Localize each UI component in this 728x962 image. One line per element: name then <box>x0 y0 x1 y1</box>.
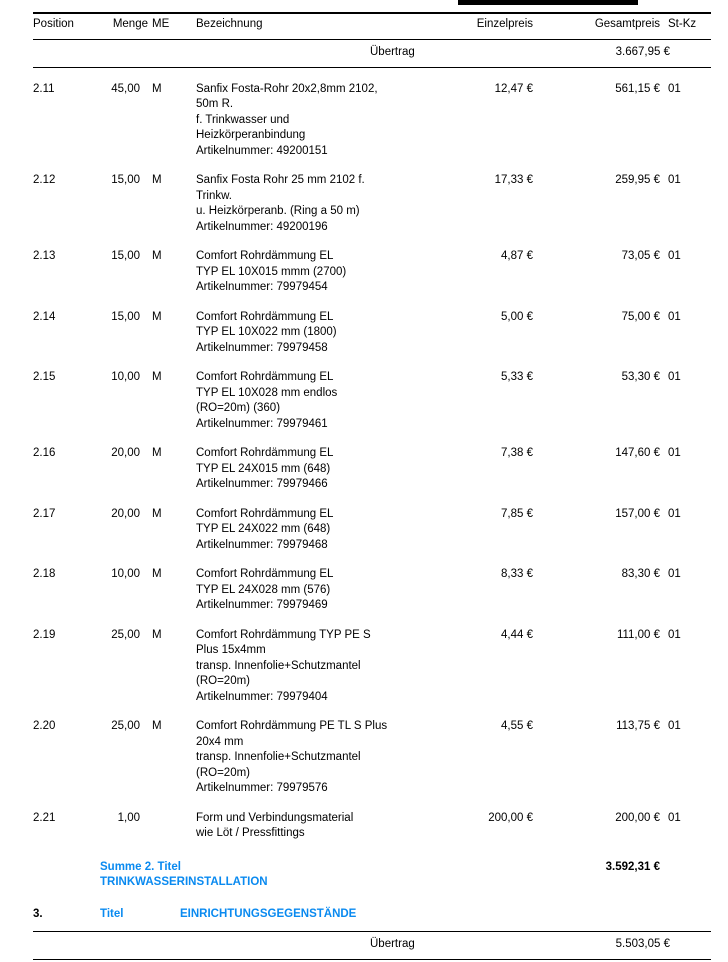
description-line: Comfort Rohrdämmung EL <box>196 310 334 323</box>
item-unit: M <box>152 568 162 580</box>
description-line: TYP EL 10X022 mm (1800) <box>196 326 337 338</box>
item-quantity: 20,00 <box>111 447 140 459</box>
description-line: Artikelnummer: 79979404 <box>196 690 328 703</box>
description-line: Sanfix Fosta-Rohr 20x2,8mm 2102, <box>196 82 378 95</box>
item-unit-price: 12,47 € <box>494 82 533 95</box>
item-tax-code: 01 <box>668 507 681 520</box>
item-description <box>196 82 428 160</box>
item-unit: M <box>152 250 162 262</box>
description-line: Sanfix Fosta Rohr 25 mm 2102 f. <box>196 174 365 186</box>
item-unit: M <box>152 628 162 641</box>
description-line: TYP EL 24X015 mm (648) <box>196 462 331 475</box>
item-quantity: 25,00 <box>111 628 140 641</box>
carryover-amount: 3.667,95 € <box>615 46 670 58</box>
item-tax-code: 01 <box>668 82 681 95</box>
item-total-price: 75,00 € <box>621 310 660 323</box>
item-unit: M <box>152 371 162 383</box>
item-position: 2.13 <box>33 250 56 262</box>
item-quantity: 15,00 <box>111 250 140 262</box>
item-unit-price: 200,00 € <box>488 811 533 824</box>
table-header-row <box>33 12 711 40</box>
item-total-price: 73,05 € <box>621 250 660 262</box>
next-title-number: 3. <box>33 907 43 920</box>
description-line: (RO=20m) <box>196 675 250 687</box>
column-header-menge: Menge <box>112 18 148 30</box>
table-row <box>33 628 711 706</box>
carryover-label: Übertrag <box>370 46 415 58</box>
item-tax-code: 01 <box>668 310 681 323</box>
item-description <box>196 507 428 554</box>
description-line: Heizkörperanbindung <box>196 129 306 141</box>
table-row <box>33 173 711 235</box>
carryover-amount: 5.503,05 € <box>615 938 670 950</box>
description-line: Artikelnummer: 79979466 <box>196 478 328 490</box>
table-row <box>33 507 711 554</box>
description-line: TYP EL 24X022 mm (648) <box>196 523 331 535</box>
description-line: Comfort Rohrdämmung EL <box>196 507 334 520</box>
cropped-header-bar <box>458 0 638 5</box>
item-unit-price: 5,00 € <box>501 310 533 323</box>
description-line: (RO=20m) <box>196 766 250 779</box>
description-line: Artikelnummer: 79979461 <box>196 417 328 430</box>
item-unit: M <box>152 310 162 323</box>
description-line: Artikelnummer: 49200151 <box>196 144 328 157</box>
item-description <box>196 249 428 296</box>
item-position: 2.17 <box>33 507 56 520</box>
column-header-stkz: St-Kz <box>668 18 697 30</box>
description-line: Artikelnummer: 79979458 <box>196 341 328 354</box>
title-sum-labels <box>100 860 268 891</box>
item-total-price: 147,60 € <box>615 447 660 459</box>
item-description <box>196 719 428 797</box>
item-description <box>196 446 428 493</box>
description-line: TYP EL 10X028 mm endlos <box>196 386 338 399</box>
title-sum-amount: 3.592,31 € <box>605 860 660 873</box>
table-row <box>33 370 711 432</box>
description-line: Artikelnummer: 79979454 <box>196 281 328 293</box>
item-total-price: 561,15 € <box>615 82 660 95</box>
description-line: Comfort Rohrdämmung PE TL S Plus <box>196 720 388 732</box>
item-tax-code: 01 <box>668 628 681 641</box>
item-unit: M <box>152 174 162 186</box>
item-unit-price: 5,33 € <box>501 371 533 383</box>
item-unit-price: 4,55 € <box>501 720 533 732</box>
item-position: 2.18 <box>33 568 56 580</box>
item-quantity: 15,00 <box>111 310 140 323</box>
item-quantity: 15,00 <box>111 174 140 186</box>
table-row <box>33 82 711 160</box>
description-line: Comfort Rohrdämmung EL <box>196 568 334 580</box>
next-title-name: EINRICHTUNGSGEGENSTÄNDE <box>180 907 357 920</box>
item-quantity: 20,00 <box>111 507 140 520</box>
item-tax-code: 01 <box>668 371 681 383</box>
carryover-row-top <box>33 40 711 68</box>
item-tax-code: 01 <box>668 174 681 186</box>
column-header-gesamtpreis: Gesamtpreis <box>594 18 660 30</box>
description-line: f. Trinkwasser und <box>196 113 290 126</box>
description-line: transp. Innenfolie+Schutzmantel <box>196 659 361 672</box>
next-title-label: Titel <box>100 907 124 920</box>
item-description <box>196 310 428 357</box>
next-title-row <box>33 907 711 923</box>
item-total-price: 113,75 € <box>616 720 660 732</box>
item-total-price: 83,30 € <box>621 568 660 580</box>
items-container <box>33 82 711 842</box>
item-quantity: 25,00 <box>111 720 140 732</box>
description-line: Artikelnummer: 79979468 <box>196 538 328 551</box>
item-unit-price: 8,33 € <box>501 568 533 580</box>
column-header-einzelpreis: Einzelpreis <box>476 18 533 30</box>
item-quantity: 10,00 <box>111 568 140 580</box>
item-unit-price: 7,38 € <box>501 447 533 459</box>
item-position: 2.11 <box>33 82 55 95</box>
description-line: Artikelnummer: 49200196 <box>196 220 328 233</box>
item-description <box>196 628 428 706</box>
title-sum-name: TRINKWASSERINSTALLATION <box>100 876 268 888</box>
description-line: Artikelnummer: 79979576 <box>196 782 328 794</box>
description-line: 20x4 mm <box>196 735 244 748</box>
item-tax-code: 01 <box>668 720 681 732</box>
item-unit: M <box>152 447 162 459</box>
item-description <box>196 173 428 235</box>
item-position: 2.20 <box>33 720 56 732</box>
item-unit: M <box>152 82 162 95</box>
item-tax-code: 01 <box>668 811 681 824</box>
item-position: 2.15 <box>33 371 56 383</box>
item-description <box>196 567 428 614</box>
description-line: Comfort Rohrdämmung EL <box>196 250 334 262</box>
description-line: wie Löt / Pressfittings <box>196 827 305 839</box>
item-unit-price: 7,85 € <box>501 507 533 520</box>
item-quantity: 10,00 <box>111 371 140 383</box>
description-line: 50m R. <box>196 98 234 110</box>
item-quantity: 1,00 <box>117 811 140 824</box>
item-position: 2.12 <box>33 174 56 186</box>
description-line: Comfort Rohrdämmung EL <box>196 447 334 459</box>
carryover-row-bottom <box>33 931 711 960</box>
table-row <box>33 719 711 797</box>
item-total-price: 53,30 € <box>621 371 660 383</box>
description-line: Artikelnummer: 79979469 <box>196 599 328 611</box>
description-line: TYP EL 24X028 mm (576) <box>196 583 331 596</box>
table-row <box>33 310 711 357</box>
description-line: Form und Verbindungsmaterial <box>196 811 354 824</box>
description-line: Comfort Rohrdämmung EL <box>196 371 334 383</box>
item-total-price: 157,00 € <box>615 507 660 520</box>
item-unit-price: 17,33 € <box>494 174 533 186</box>
item-tax-code: 01 <box>668 250 681 262</box>
description-line: Comfort Rohrdämmung TYP PE S <box>196 628 371 641</box>
item-position: 2.16 <box>33 447 56 459</box>
column-header-position: Position <box>33 18 74 30</box>
description-line: Trinkw. <box>196 189 232 202</box>
item-total-price: 259,95 € <box>615 174 660 186</box>
column-header-me: ME <box>152 18 170 30</box>
description-line: u. Heizkörperanb. (Ring a 50 m) <box>196 205 360 217</box>
title-sum-section <box>33 860 711 891</box>
item-unit-price: 4,87 € <box>501 250 533 262</box>
item-position: 2.19 <box>33 628 56 641</box>
positions-table <box>33 12 711 960</box>
item-unit: M <box>152 720 162 732</box>
carryover-label: Übertrag <box>370 938 415 950</box>
item-description <box>196 370 428 432</box>
description-line: Plus 15x4mm <box>196 644 266 656</box>
item-total-price: 111,00 € <box>616 628 660 641</box>
item-description <box>196 811 428 842</box>
item-unit: M <box>152 507 162 520</box>
item-position: 2.21 <box>33 811 56 824</box>
column-header-bezeichnung: Bezeichnung <box>196 18 263 30</box>
table-row <box>33 811 711 842</box>
table-row <box>33 567 711 614</box>
title-sum-label: Summe 2. Titel <box>100 860 181 873</box>
item-total-price: 200,00 € <box>615 811 660 824</box>
item-quantity: 45,00 <box>111 82 140 95</box>
description-line: (RO=20m) (360) <box>196 402 281 414</box>
item-tax-code: 01 <box>668 447 681 459</box>
description-line: transp. Innenfolie+Schutzmantel <box>196 751 361 763</box>
description-line: TYP EL 10X015 mmm (2700) <box>196 265 347 278</box>
table-row <box>33 446 711 493</box>
table-row <box>33 249 711 296</box>
item-unit-price: 4,44 € <box>501 628 533 641</box>
item-position: 2.14 <box>33 310 56 323</box>
item-tax-code: 01 <box>668 568 681 580</box>
